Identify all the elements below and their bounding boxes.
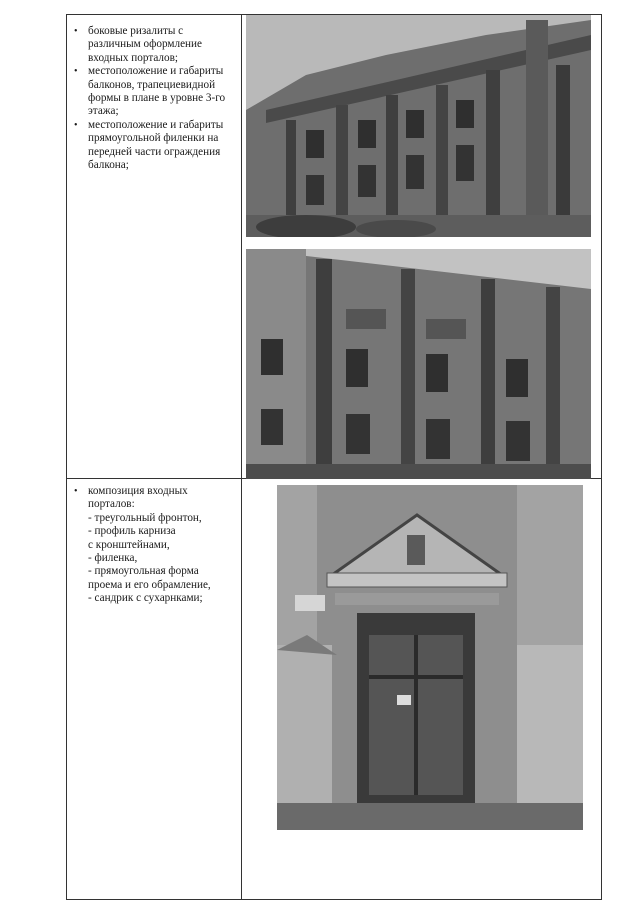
row1-bullet-list bbox=[71, 25, 237, 172]
bullet-icon: • bbox=[74, 119, 78, 131]
row2-text-cell bbox=[71, 485, 237, 606]
row2-bullet-list bbox=[71, 485, 237, 512]
row2-subitem-5: - сандрик с сухарнками; bbox=[88, 592, 203, 605]
bullet-icon: • bbox=[74, 66, 78, 78]
row2-subitem-4: - прямоугольная форма проема и его обрамление, bbox=[88, 565, 211, 591]
entrance-portal-image bbox=[277, 485, 583, 830]
building-facade-photo-1 bbox=[246, 15, 591, 237]
column-divider bbox=[241, 15, 242, 899]
building-facade-photo-2 bbox=[246, 249, 591, 479]
row1-item-1 bbox=[71, 25, 237, 65]
row1-item-3-text: местоположение и габариты прямоугольной филенки на передней части ограждения балкона; bbox=[88, 118, 224, 172]
bullet-icon: • bbox=[74, 486, 78, 497]
row1-item-2 bbox=[71, 65, 237, 119]
facade-photo-1-image bbox=[246, 15, 591, 237]
bullet-icon: • bbox=[74, 26, 78, 37]
row2-subitem-2: - профиль карниза с кронштейнами, bbox=[88, 525, 176, 551]
facade-photo-2-image bbox=[246, 249, 591, 479]
row2-item-1 bbox=[71, 485, 237, 512]
row2-subitem-1: - треугольный фронтон, bbox=[88, 511, 202, 524]
row1-item-1-text: боковые ризалиты с различным оформление входных порталов; bbox=[88, 25, 202, 64]
row2-intro-text: композиция входных порталов: bbox=[88, 485, 188, 511]
row1-item-3 bbox=[71, 119, 237, 173]
row1-text-cell bbox=[71, 25, 237, 172]
row2-subitem-3: - филенка, bbox=[88, 552, 138, 565]
row1-item-2-text: местоположение и габариты балконов, трапециевидной формы в плане в уровне 3-го этажа; bbox=[88, 65, 226, 118]
entrance-portal-photo bbox=[277, 485, 583, 830]
document-table bbox=[66, 14, 602, 900]
